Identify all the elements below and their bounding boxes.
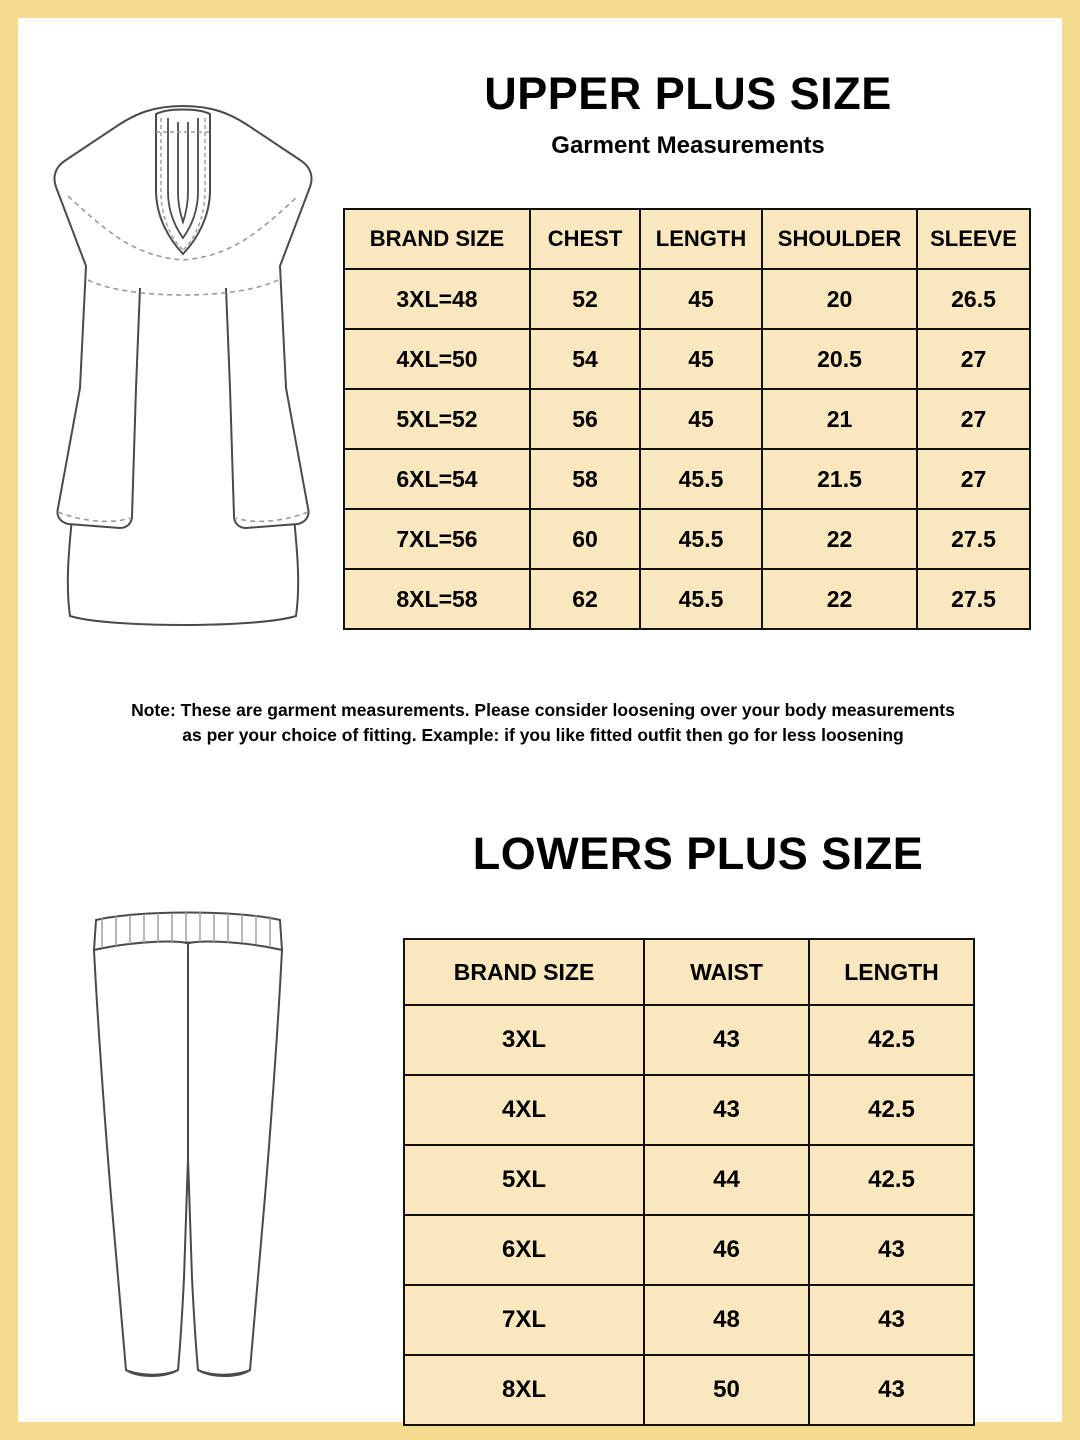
cell-length: 42.5 — [809, 1005, 974, 1075]
table-row — [404, 1355, 974, 1425]
cell-chest: 54 — [530, 329, 640, 389]
upper-size-section — [18, 18, 1062, 778]
cell-shoulder: 22 — [762, 509, 917, 569]
cell-brand-size: 7XL — [404, 1285, 644, 1355]
lower-content — [348, 828, 1048, 1403]
cell-brand-size: 5XL — [404, 1145, 644, 1215]
cell-sleeve: 27.5 — [917, 569, 1030, 629]
column-header: WAIST — [644, 939, 809, 1005]
cell-sleeve: 27 — [917, 449, 1030, 509]
cell-length: 45.5 — [640, 509, 762, 569]
table-row — [344, 509, 1030, 569]
cell-length: 43 — [809, 1285, 974, 1355]
table-row — [344, 449, 1030, 509]
cell-chest: 62 — [530, 569, 640, 629]
cell-brand-size: 6XL — [404, 1215, 644, 1285]
cell-shoulder: 22 — [762, 569, 917, 629]
cell-brand-size: 5XL=52 — [344, 389, 530, 449]
upper-size-table — [343, 208, 1031, 630]
measurement-note — [78, 698, 1008, 749]
cell-brand-size: 3XL — [404, 1005, 644, 1075]
cell-length: 45.5 — [640, 449, 762, 509]
table-header-row — [344, 209, 1030, 269]
lower-size-table — [403, 938, 975, 1426]
table-row — [344, 389, 1030, 449]
table-row — [404, 1285, 974, 1355]
cell-brand-size: 4XL=50 — [344, 329, 530, 389]
cell-chest: 58 — [530, 449, 640, 509]
cell-sleeve: 27.5 — [917, 509, 1030, 569]
column-header: LENGTH — [640, 209, 762, 269]
cell-waist: 43 — [644, 1005, 809, 1075]
table-row — [344, 569, 1030, 629]
upper-title: UPPER PLUS SIZE — [484, 68, 892, 119]
cell-length: 43 — [809, 1355, 974, 1425]
table-row — [404, 1005, 974, 1075]
column-header: BRAND SIZE — [404, 939, 644, 1005]
kurta-illustration — [28, 88, 338, 658]
cell-sleeve: 26.5 — [917, 269, 1030, 329]
column-header: SHOULDER — [762, 209, 917, 269]
table-row — [344, 329, 1030, 389]
cell-brand-size: 4XL — [404, 1075, 644, 1145]
upper-subtitle: Garment Measurements — [551, 132, 825, 159]
column-header: BRAND SIZE — [344, 209, 530, 269]
column-header: SLEEVE — [917, 209, 1030, 269]
cell-waist: 43 — [644, 1075, 809, 1145]
table-row — [404, 1215, 974, 1285]
cell-length: 43 — [809, 1215, 974, 1285]
cell-chest: 52 — [530, 269, 640, 329]
cell-length: 45.5 — [640, 569, 762, 629]
cell-brand-size: 8XL — [404, 1355, 644, 1425]
cell-length: 42.5 — [809, 1145, 974, 1215]
cell-length: 45 — [640, 329, 762, 389]
cell-sleeve: 27 — [917, 329, 1030, 389]
cell-brand-size: 6XL=54 — [344, 449, 530, 509]
cell-shoulder: 20 — [762, 269, 917, 329]
cell-brand-size: 3XL=48 — [344, 269, 530, 329]
cell-waist: 44 — [644, 1145, 809, 1215]
table-header-row — [404, 939, 974, 1005]
cell-waist: 50 — [644, 1355, 809, 1425]
size-chart-page — [18, 18, 1062, 1422]
cell-waist: 48 — [644, 1285, 809, 1355]
cell-sleeve: 27 — [917, 389, 1030, 449]
cell-length: 45 — [640, 389, 762, 449]
cell-chest: 60 — [530, 509, 640, 569]
upper-content — [323, 68, 1053, 612]
lower-title: LOWERS PLUS SIZE — [472, 828, 924, 879]
note-line-2: as per your choice of fitting. Example: if you like fitted outfit then go for less loosening — [182, 725, 904, 746]
cell-shoulder: 21 — [762, 389, 917, 449]
cell-shoulder: 21.5 — [762, 449, 917, 509]
note-line-1: Note: These are garment measurements. Please consider loosening over your body measurements — [131, 700, 955, 720]
cell-length: 45 — [640, 269, 762, 329]
cell-chest: 56 — [530, 389, 640, 449]
cell-length: 42.5 — [809, 1075, 974, 1145]
lower-size-section — [18, 808, 1062, 1422]
table-row — [344, 269, 1030, 329]
cell-waist: 46 — [644, 1215, 809, 1285]
table-row — [404, 1075, 974, 1145]
column-header: CHEST — [530, 209, 640, 269]
pyjama-illustration — [38, 858, 338, 1408]
table-row — [404, 1145, 974, 1215]
cell-shoulder: 20.5 — [762, 329, 917, 389]
cell-brand-size: 7XL=56 — [344, 509, 530, 569]
column-header: LENGTH — [809, 939, 974, 1005]
cell-brand-size: 8XL=58 — [344, 569, 530, 629]
